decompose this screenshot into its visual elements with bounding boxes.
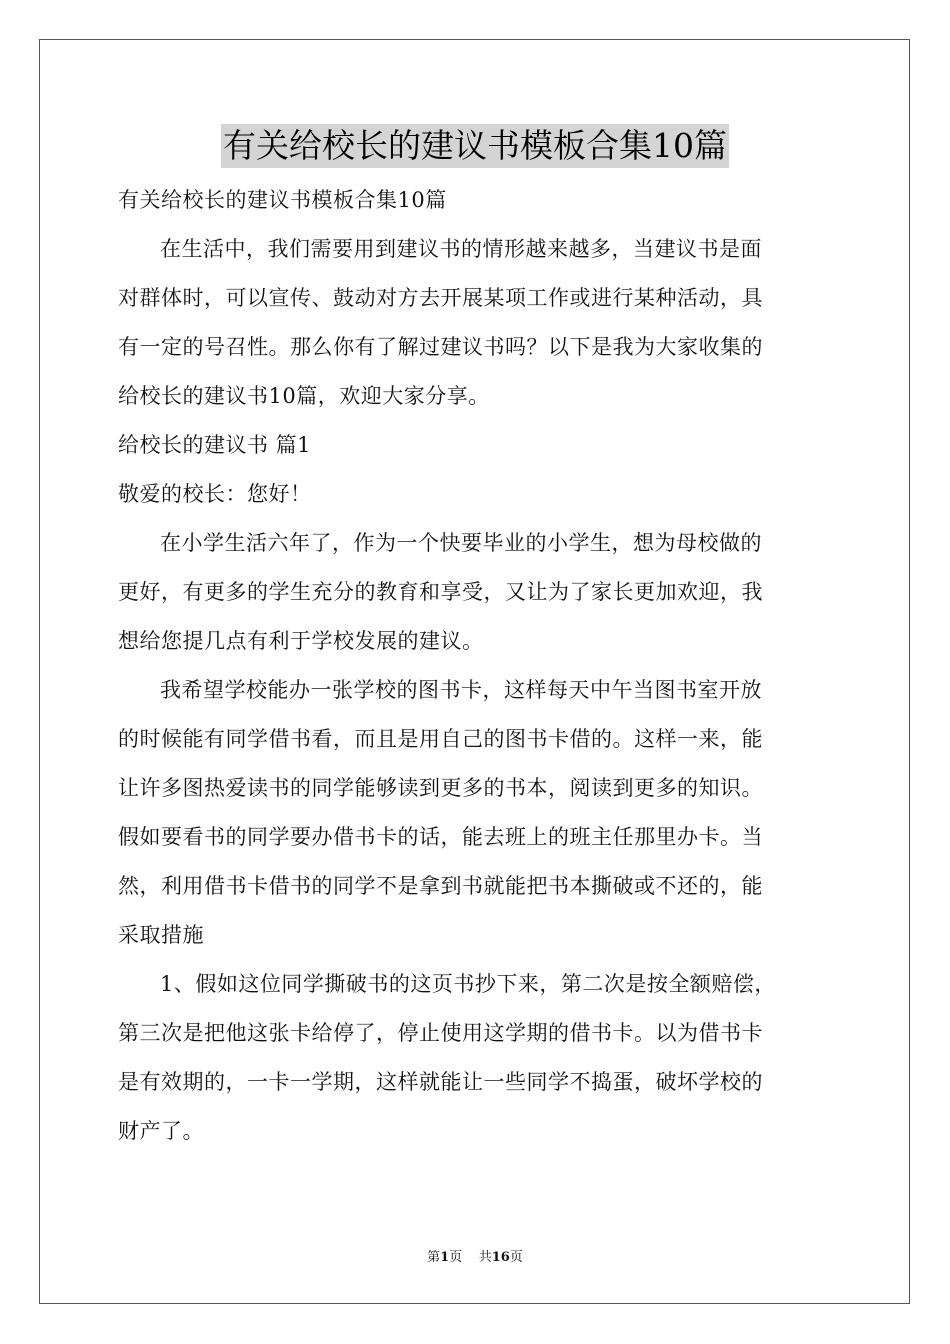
paragraph-line: 我希望学校能办一张学校的图书卡，这样每天中午当图书室开放 (160, 678, 762, 702)
paragraph-line: 在生活中，我们需要用到建议书的情形越来越多，当建议书是面 (160, 237, 762, 261)
page-footer (0, 1246, 950, 1265)
paragraph-line: 1、假如这位同学撕破书的这页书抄下来，第二次是按全额赔偿， (160, 972, 776, 996)
paragraph-line: 让许多图热爱读书的同学能够读到更多的书本，阅读到更多的知识。 (118, 776, 763, 800)
document-title: 有关给校长的建议书模板合集10篇 (221, 124, 729, 168)
paragraph-line: 财产了。 (118, 1119, 204, 1143)
page-label-prefix: 第 (427, 1250, 441, 1265)
page-label-suffix: 页 (449, 1250, 463, 1265)
total-label-prefix: 共 (478, 1250, 492, 1265)
paragraph-line: 给校长的建议书10篇，欢迎大家分享。 (118, 384, 490, 408)
paragraph-line: 更好，有更多的学生充分的教育和享受，又让为了家长更加欢迎，我 (118, 580, 763, 604)
document-body (118, 176, 836, 1156)
total-pages: 16 (491, 1250, 510, 1265)
total-label-suffix: 页 (509, 1250, 523, 1265)
section-heading: 给校长的建议书 篇1 (118, 433, 312, 457)
paragraph-line: 假如要看书的同学要办借书卡的话，能去班上的班主任那里办卡。当 (118, 825, 763, 849)
page-number: 1 (440, 1250, 450, 1265)
salutation-line: 敬爱的校长：您好！ (118, 482, 312, 506)
paragraph-line: 想给您提几点有利于学校发展的建议。 (118, 629, 484, 653)
paragraph-line: 然，利用借书卡借书的同学不是拿到书就能把书本撕破或不还的，能 (118, 874, 763, 898)
paragraph-line: 在小学生活六年了，作为一个快要毕业的小学生，想为母校做的 (160, 531, 762, 555)
paragraph-line: 第三次是把他这张卡给停了，停止使用这学期的借书卡。以为借书卡 (118, 1021, 763, 1045)
paragraph-line: 是有效期的，一卡一学期，这样就能让一些同学不捣蛋，破坏学校的 (118, 1070, 763, 1094)
paragraph-line: 采取措施 (118, 923, 204, 947)
title-wrap (0, 124, 950, 168)
paragraph-line: 的时候能有同学借书看，而且是用自己的图书卡借的。这样一来，能 (118, 727, 763, 751)
paragraph-line: 有一定的号召性。那么你有了解过建议书吗？以下是我为大家收集的 (118, 335, 763, 359)
paragraph-line: 对群体时，可以宣传、鼓动对方去开展某项工作或进行某种活动，具 (118, 286, 763, 310)
subtitle-line: 有关给校长的建议书模板合集10篇 (118, 188, 447, 212)
